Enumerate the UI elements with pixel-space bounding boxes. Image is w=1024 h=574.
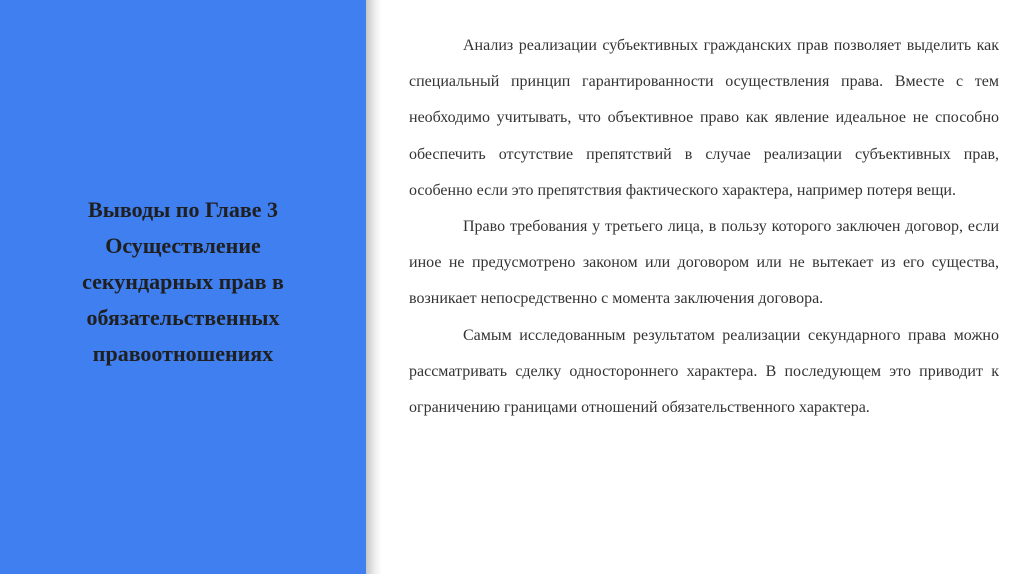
title-line: обязательственных <box>86 305 280 330</box>
title-line: правоотношениях <box>92 341 274 366</box>
title-panel <box>0 0 366 574</box>
title-line: Выводы по Главе 3 <box>88 197 278 222</box>
panel-shadow <box>366 0 382 574</box>
paragraph-3: Самым исследованным результатом реализации секундарного права можно рассматривать сделку одностороннего характера. В последующем это приводит к ограничению границами отношений обязательственного характера. <box>409 326 999 417</box>
title-line: секундарных прав в <box>82 269 284 294</box>
paragraph-2: Право требования у третьего лица, в пользу которого заключен договор, если иное не предусмотрено законом или договором или не вытекает из его существа, возникает непосредственно с момента заключения договора. <box>409 218 999 308</box>
paragraph-1: Анализ реализации субъективных гражданских прав позволяет выделить как специальный принцип гарантированности осуществления права. Вместе с тем необходимо учитывать, что объективное право как явление идеальное не способно обеспечить отсутствие препятствий в случае реализации субъективных прав, особенно если это препятствия фактического характера, например потеря вещи. <box>409 37 999 199</box>
title-line: Осуществление <box>105 233 261 258</box>
body-text <box>409 28 999 426</box>
slide-title <box>33 192 333 382</box>
